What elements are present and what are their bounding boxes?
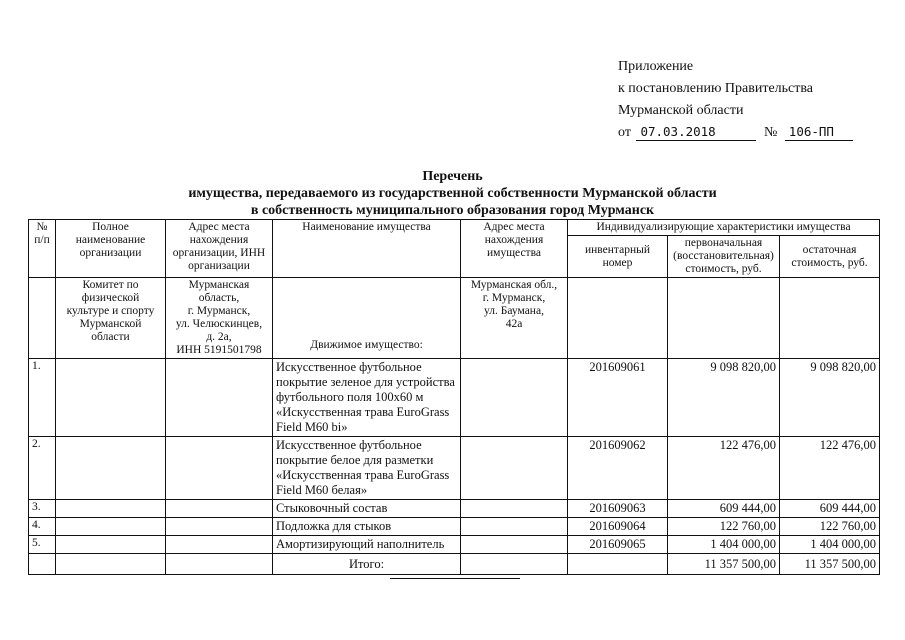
annex-date-number <box>618 122 853 144</box>
row-residual-cost: 609 444,00 <box>780 500 880 518</box>
header-inventory: инвентарный номер <box>568 236 668 278</box>
heading-title: Перечень <box>422 169 483 184</box>
row-inventory: 201609065 <box>568 536 668 554</box>
row-name: Искусственное футбольное покрытие зеленое для устройства футбольного поля 100х60 м «Искусственная трава EuroGrass Field M60 bi» <box>273 359 461 437</box>
org-row <box>29 278 880 359</box>
row-name: Подложка для стыков <box>273 518 461 536</box>
total-label: Итого: <box>273 554 461 575</box>
header-property-address: Адрес места нахождения имущества <box>461 220 568 278</box>
heading-subtitle-1: имущества, передаваемого из государственной собственности Мурманской области <box>188 186 717 201</box>
table-row <box>29 518 880 536</box>
row-initial-cost: 9 098 820,00 <box>668 359 780 437</box>
row-num: 2. <box>29 437 56 500</box>
row-initial-cost: 609 444,00 <box>668 500 780 518</box>
row-inventory: 201609061 <box>568 359 668 437</box>
row-inventory: 201609062 <box>568 437 668 500</box>
row-residual-cost: 122 760,00 <box>780 518 880 536</box>
header-org-address: Адрес места нахождения организации, ИНН организации <box>166 220 273 278</box>
row-name: Искусственное футбольное покрытие белое для разметки «Искусственная трава EuroGrass Field M60 белая» <box>273 437 461 500</box>
header-num: № п/п <box>29 220 56 278</box>
header-characteristics: Индивидуализирующие характеристики имущества <box>568 220 880 236</box>
row-num: 3. <box>29 500 56 518</box>
from-label: от <box>618 125 631 140</box>
row-num: 5. <box>29 536 56 554</box>
row-name: Амортизирующий наполнитель <box>273 536 461 554</box>
total-row <box>29 554 880 575</box>
table-row <box>29 359 880 437</box>
table-row <box>29 500 880 518</box>
row-inventory: 201609064 <box>568 518 668 536</box>
resolution-number: 106-ПП <box>785 124 853 141</box>
row-initial-cost: 122 476,00 <box>668 437 780 500</box>
document-heading <box>0 168 905 219</box>
property-table <box>28 219 880 575</box>
annex-block <box>618 56 853 144</box>
header-org-name: Полное наименование организации <box>56 220 166 278</box>
heading-subtitle-2: в собственность муниципального образования город Мурманск <box>250 203 655 218</box>
org-address: Мурманская область, г. Мурманск, ул. Челюскинцев, д. 2а, ИНН 5191501798 <box>166 278 273 359</box>
annex-region: Мурманской области <box>618 103 744 118</box>
row-name: Стыковочный состав <box>273 500 461 518</box>
row-inventory: 201609063 <box>568 500 668 518</box>
annex-title: Приложение <box>618 59 694 74</box>
header-residual-cost: остаточная стоимость, руб. <box>780 236 880 278</box>
resolution-date: 07.03.2018 <box>636 124 756 141</box>
movable-property-label: Движимое имущество: <box>273 278 461 359</box>
row-residual-cost: 9 098 820,00 <box>780 359 880 437</box>
org-name: Комитет по физической культуре и спорту Мурманской области <box>56 278 166 359</box>
header-property-name: Наименование имущества <box>273 220 461 278</box>
number-label: № <box>763 125 778 140</box>
row-num: 4. <box>29 518 56 536</box>
header-initial-cost: первоначальная (восстановительная) стоимость, руб. <box>668 236 780 278</box>
header-row-1 <box>29 220 880 236</box>
annex-resolution: к постановлению Правительства <box>618 81 814 96</box>
total-residual-cost: 11 357 500,00 <box>780 554 880 575</box>
table-row <box>29 437 880 500</box>
row-residual-cost: 1 404 000,00 <box>780 536 880 554</box>
row-num: 1. <box>29 359 56 437</box>
closing-rule <box>390 578 520 579</box>
row-residual-cost: 122 476,00 <box>780 437 880 500</box>
property-address: Мурманская обл., г. Мурманск, ул. Баумана, 42а <box>461 278 568 359</box>
row-initial-cost: 122 760,00 <box>668 518 780 536</box>
table-row <box>29 536 880 554</box>
total-initial-cost: 11 357 500,00 <box>668 554 780 575</box>
row-initial-cost: 1 404 000,00 <box>668 536 780 554</box>
